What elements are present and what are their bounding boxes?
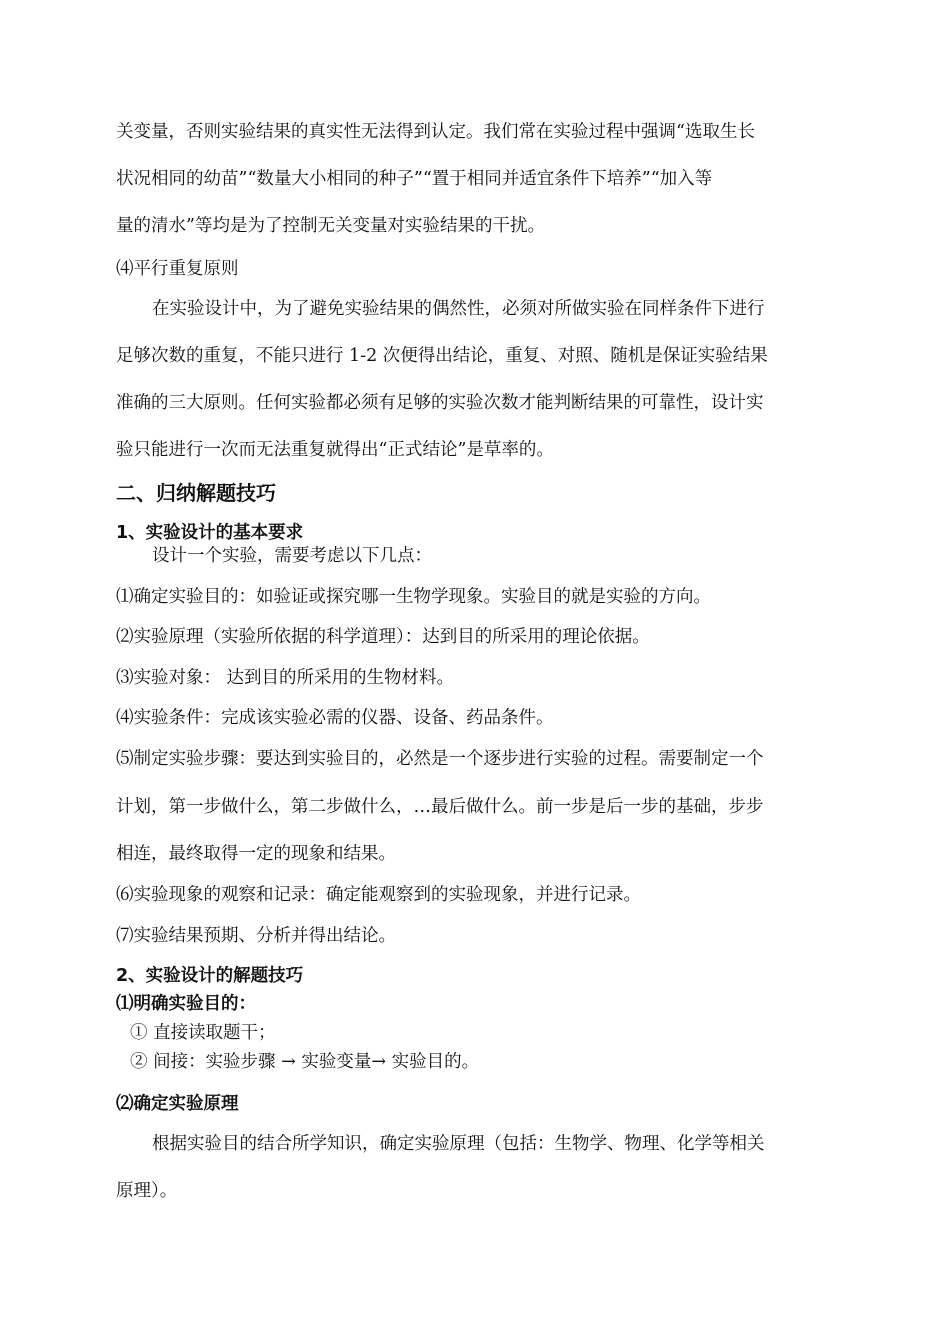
list-item: ⑸制定实验步骤：要达到实验目的，必然是一个逐步进行实验的过程。需要制定一个	[116, 749, 764, 769]
list-item: ① 直接读取题干；	[130, 1023, 276, 1043]
section-heading: 二、归纳解题技巧	[116, 481, 276, 505]
paragraph-line: 设计一个实验，需要考虑以下几点：	[152, 546, 432, 566]
paragraph-line: 状况相同的幼苗”“数量大小相同的种子”“置于相同并适宜条件下培养”“加入等	[116, 169, 713, 189]
paragraph-line: 准确的三大原则。任何实验都必须有足够的实验次数才能判断结果的可靠性，设计实	[116, 393, 764, 413]
paragraph-line: 在实验设计中，为了避免实验结果的偶然性，必须对所做实验在同样条件下进行	[152, 299, 765, 319]
paragraph-line: 根据实验目的结合所学知识，确定实验原理（包括：生物学、物理、化学等相关	[152, 1134, 765, 1154]
paragraph-line: 量的清水”等均是为了控制无关变量对实验结果的干扰。	[116, 216, 545, 236]
subsection-heading: 2、实验设计的解题技巧	[116, 966, 304, 986]
paragraph-line: 足够次数的重复，不能只进行 1-2 次便得出结论，重复、对照、随机是保证实验结果	[116, 346, 768, 366]
item-heading: ⑷平行重复原则	[116, 259, 239, 279]
list-item: ⑹实验现象的观察和记录：确定能观察到的实验现象，并进行记录。	[116, 885, 641, 905]
list-item: ⑴确定实验目的：如验证或探究哪一生物学现象。实验目的就是实验的方向。	[116, 587, 711, 607]
list-item: ⑷实验条件：完成该实验必需的仪器、设备、药品条件。	[116, 708, 554, 728]
item-heading: ⑵确定实验原理	[116, 1094, 239, 1114]
list-item: ⑺实验结果预期、分析并得出结论。	[116, 926, 396, 946]
list-item-continued: 相连，最终取得一定的现象和结果。	[116, 844, 396, 864]
item-heading: ⑴明确实验目的：	[116, 994, 256, 1014]
list-item: ⑶实验对象： 达到目的所采用的生物材料。	[116, 668, 455, 688]
list-item: ② 间接：实验步骤 → 实验变量→ 实验目的。	[130, 1052, 480, 1072]
paragraph-line: 原理）。	[116, 1181, 178, 1201]
paragraph-line: 关变量，否则实验结果的真实性无法得到认定。我们常在实验过程中强调“选取生长	[116, 122, 755, 142]
list-item: ⑵实验原理（实验所依据的科学道理）：达到目的所采用的理论依据。	[116, 627, 650, 647]
subsection-heading: 1、实验设计的基本要求	[116, 523, 304, 543]
list-item-continued: 计划，第一步做什么，第二步做什么，…最后做什么。前一步是后一步的基础，步步	[116, 797, 764, 817]
paragraph-line: 验只能进行一次而无法重复就得出“正式结论”是草率的。	[116, 440, 554, 460]
